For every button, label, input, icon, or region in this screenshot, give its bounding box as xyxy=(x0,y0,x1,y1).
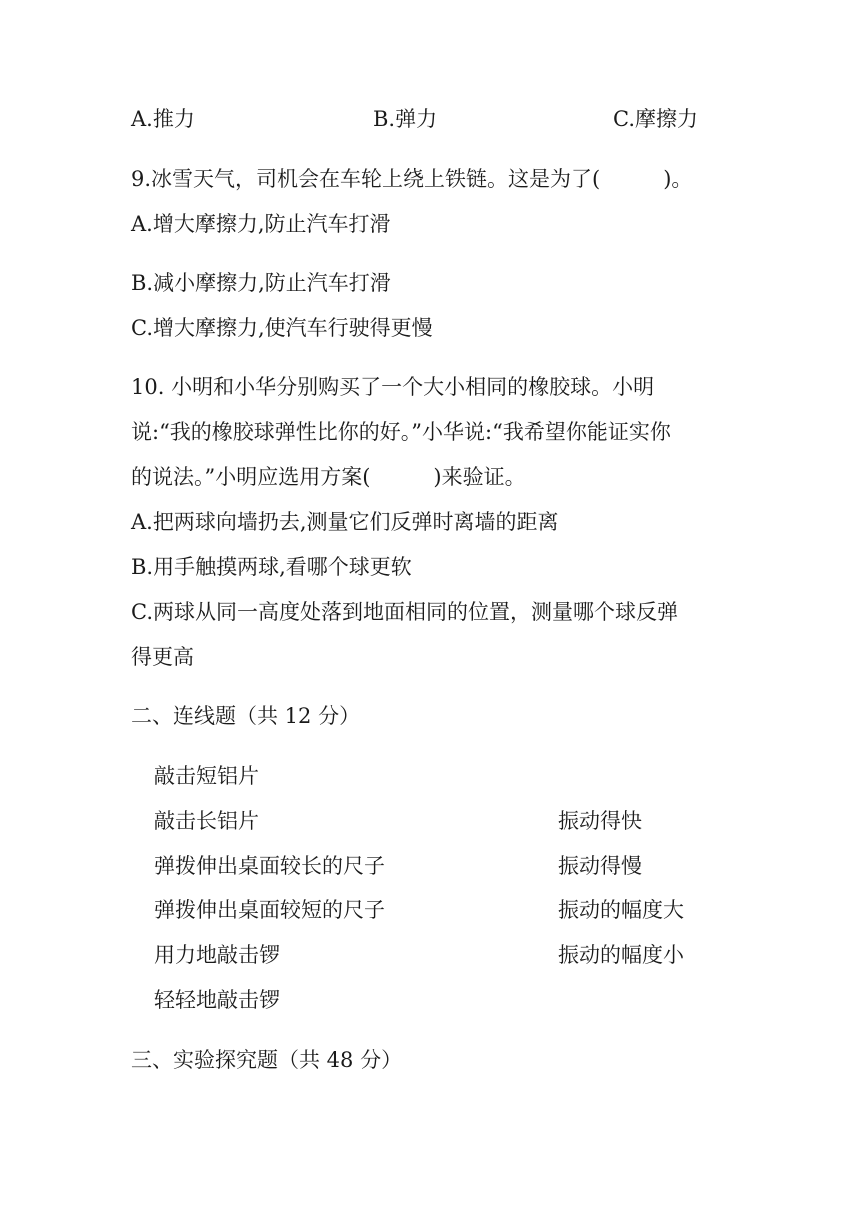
q8-option-b: B.弹力 xyxy=(373,107,438,131)
q10-option-b: B.用手触摸两球,看哪个球更软 xyxy=(131,555,412,579)
match-left-item-6: 轻轻地敲击锣 xyxy=(154,988,280,1012)
match-left-item-3: 弹拨伸出桌面较长的尺子 xyxy=(154,854,385,878)
match-right-item-2: 振动得慢 xyxy=(558,854,642,878)
match-left-item-4: 弹拨伸出桌面较短的尺子 xyxy=(154,898,385,922)
q10-option-a: A.把两球向墙扔去,测量它们反弹时离墙的距离 xyxy=(131,510,559,534)
q9-option-b: B.减小摩擦力,防止汽车打滑 xyxy=(131,271,391,295)
q10-option-c-continued: 得更高 xyxy=(131,645,194,669)
match-left-item-2: 敲击长铝片 xyxy=(154,809,259,833)
q9-option-a: A.增大摩擦力,防止汽车打滑 xyxy=(131,212,391,236)
q8-option-c: C.摩擦力 xyxy=(613,107,698,131)
match-left-item-1: 敲击短铝片 xyxy=(154,764,259,788)
q9-stem: 9.冰雪天气，司机会在车轮上绕上铁链。这是为了( )。 xyxy=(131,167,693,191)
q10-stem-line-3: 的说法。”小明应选用方案( )来验证。 xyxy=(131,465,526,489)
section-2-heading: 二、连线题（共 12 分） xyxy=(131,704,361,728)
match-right-item-3: 振动的幅度大 xyxy=(558,898,684,922)
q10-option-c: C.两球从同一高度处落到地面相同的位置，测量哪个球反弹 xyxy=(131,600,678,624)
q10-stem-line-1: 10. 小明和小华分别购买了一个大小相同的橡胶球。小明 xyxy=(131,375,655,399)
q9-option-c: C.增大摩擦力,使汽车行驶得更慢 xyxy=(131,316,433,340)
q8-option-a: A.推力 xyxy=(131,107,195,131)
section-3-heading: 三、实验探究题（共 48 分） xyxy=(131,1048,403,1072)
match-right-item-4: 振动的幅度小 xyxy=(558,943,684,967)
match-right-item-1: 振动得快 xyxy=(558,809,642,833)
match-left-item-5: 用力地敲击锣 xyxy=(154,943,280,967)
q10-stem-line-2: 说:“我的橡胶球弹性比你的好。”小华说:“我希望你能证实你 xyxy=(131,420,671,444)
